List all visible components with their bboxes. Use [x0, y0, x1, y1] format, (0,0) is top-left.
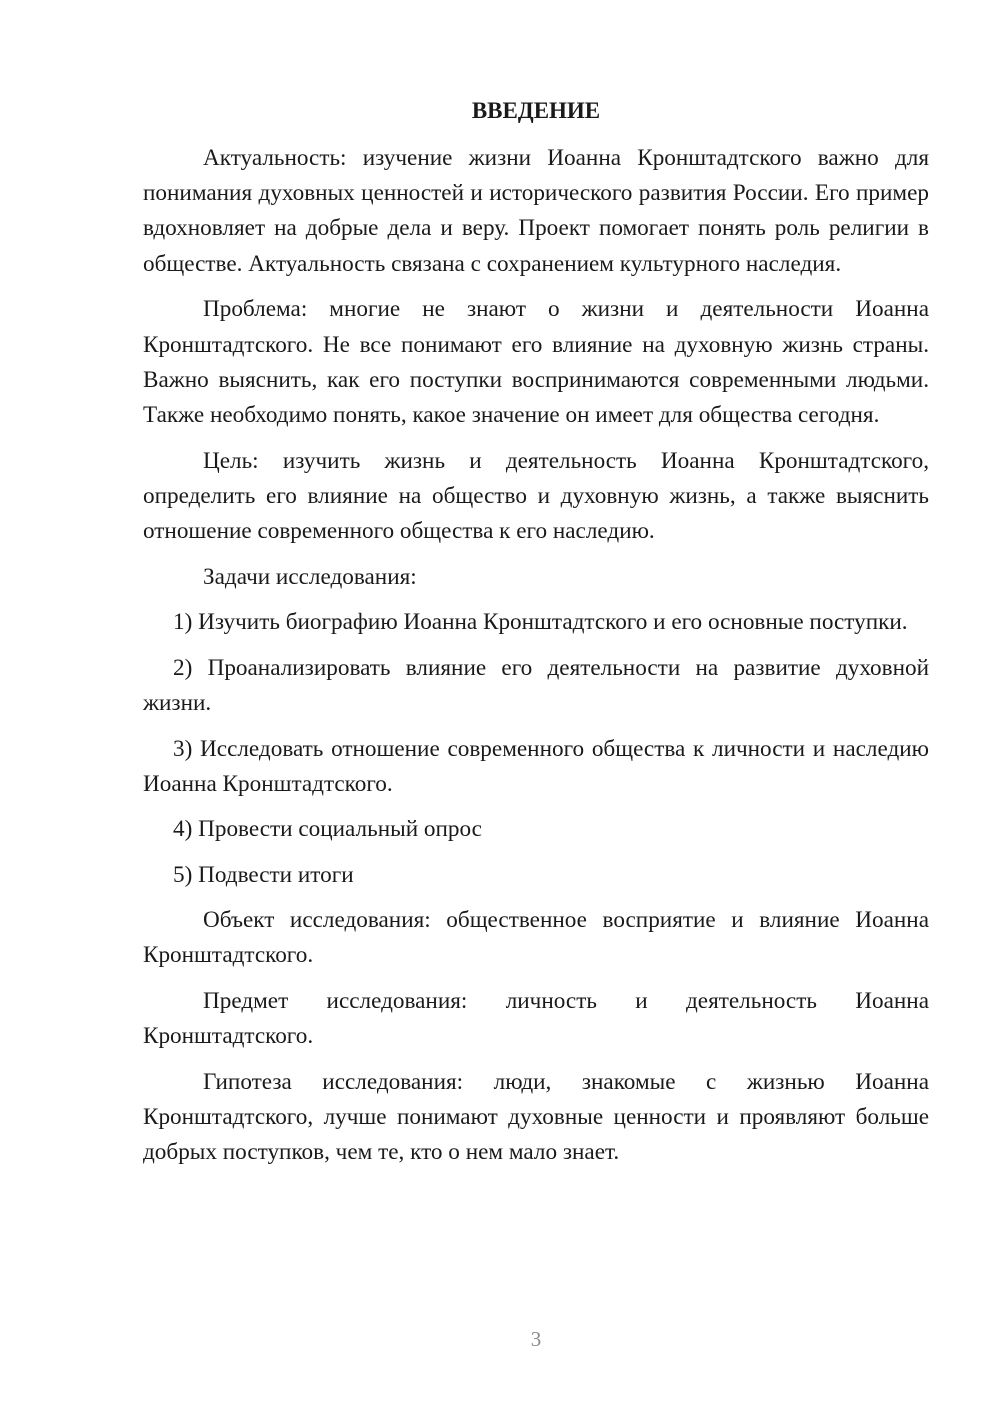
document-body	[143, 141, 929, 1170]
section-heading: ВВЕДЕНИЕ	[471, 98, 601, 123]
tasks-heading: Задачи исследования:	[203, 563, 417, 590]
task-item: 1) Изучить биографию Иоанна Кронштадтского и его основные поступки.	[173, 609, 908, 636]
relevance-paragraph: Актуальность: изучение жизни Иоанна Кронштадтского важно для понимания духовных ценностей и исторического развития России. Его пример вдохновляет на добрые дела и веру. Проект помогает понять роль религии в обществе. Актуальность связана с сохранением культурного наследия.	[143, 145, 929, 277]
task-item: 2) Проанализировать влияние его деятельности на развитие духовной жизни.	[143, 655, 929, 717]
task-item: 3) Исследовать отношение современного общества к личности и наследию Иоанна Кронштадтского.	[143, 736, 929, 798]
task-item: 4) Провести социальный опрос	[173, 816, 482, 843]
subject-paragraph: Предмет исследования: личность и деятельность Иоанна Кронштадтского.	[143, 987, 929, 1049]
hypothesis-paragraph: Гипотеза исследования: люди, знакомые с жизнью Иоанна Кронштадтского, лучше понимают духовные ценности и проявляют больше добрых поступков, чем те, кто о нем мало знает.	[143, 1068, 929, 1166]
problem-paragraph: Проблема: многие не знают о жизни и деятельности Иоанна Кронштадтского. Не все понимают его влияние на духовную жизнь страны. Важно выяснить, как его поступки воспринимаются современными людьми. Также необходимо понять, какое значение он имеет для общества сегодня.	[143, 296, 929, 428]
task-item: 5) Подвести итоги	[173, 861, 354, 888]
page-number: 3	[530, 1327, 542, 1351]
object-paragraph: Объект исследования: общественное восприятие и влияние Иоанна Кронштадтского.	[143, 906, 929, 969]
goal-paragraph: Цель: изучить жизнь и деятельность Иоанна Кронштадтского, определить его влияние на общество и духовную жизнь, а также выяснить отношение современного общества к его наследию.	[143, 447, 929, 545]
